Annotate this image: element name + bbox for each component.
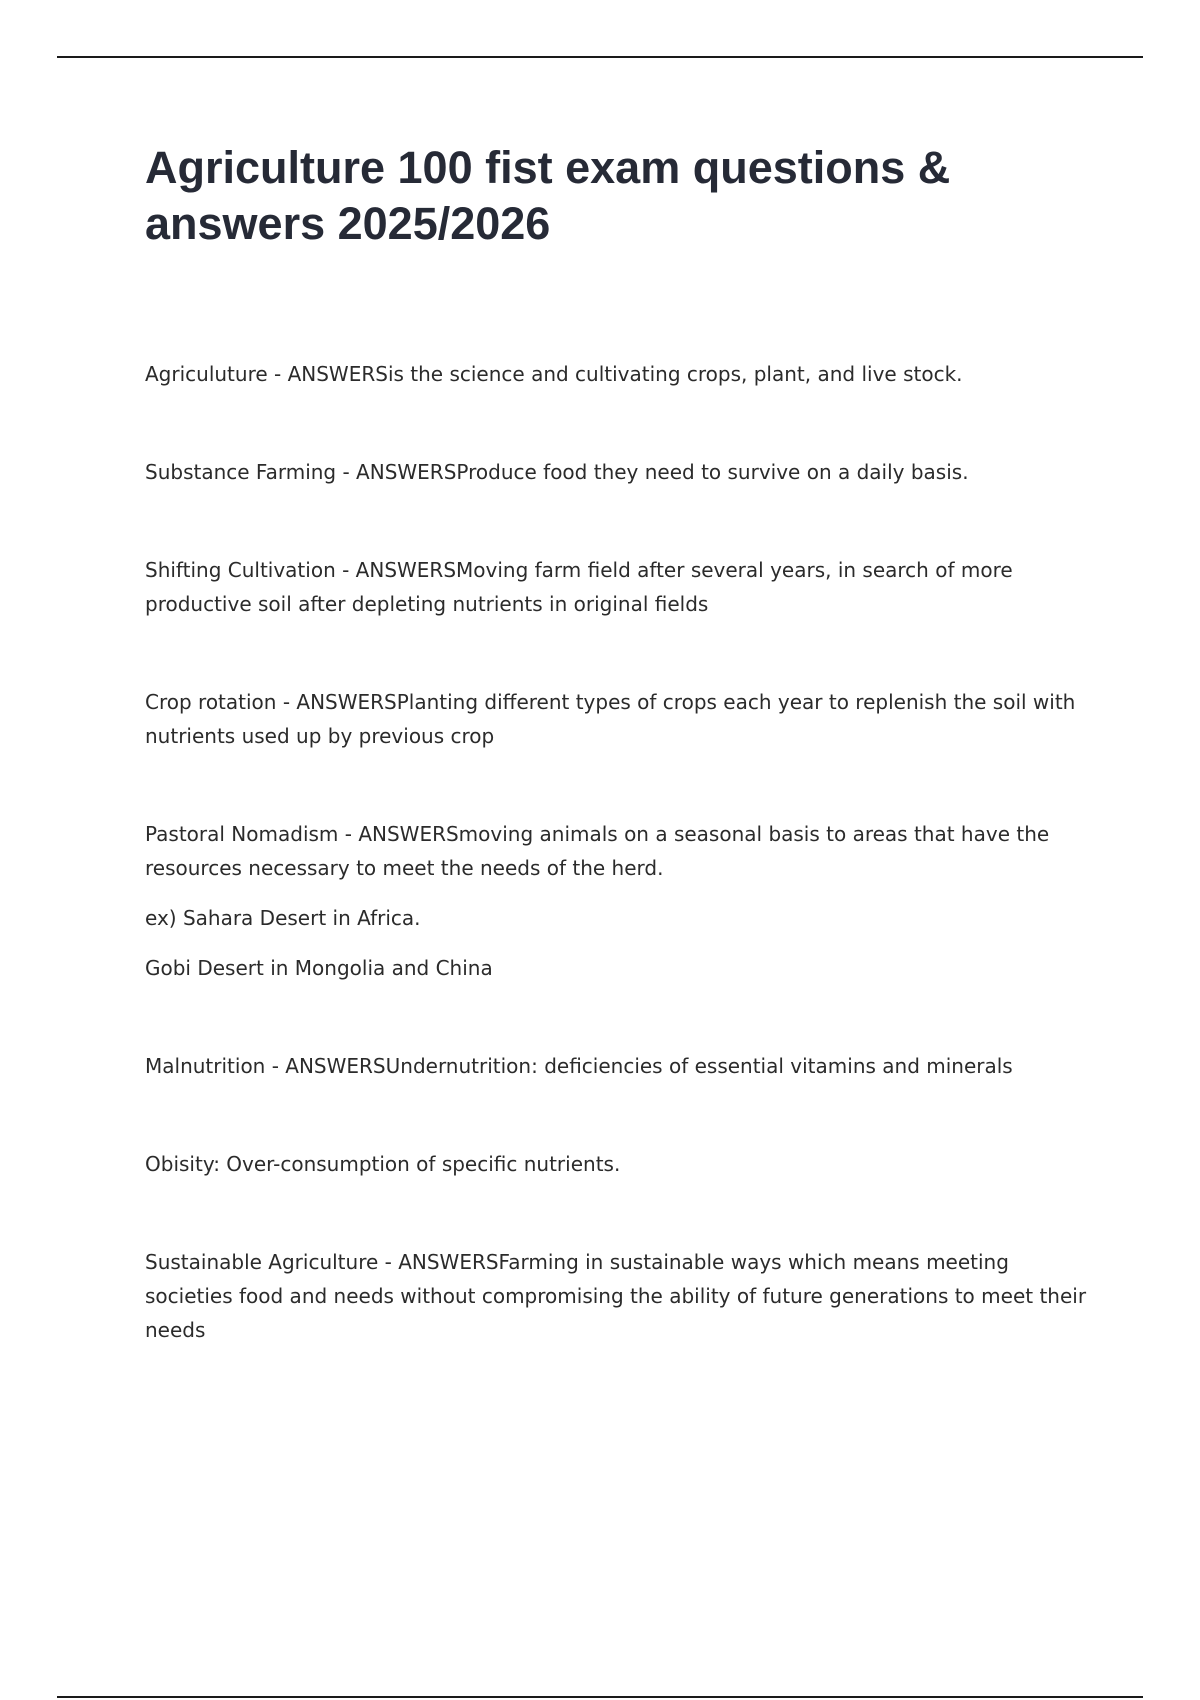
qa-text: Agriculuture - ANSWERSis the science and cultivating crops, plant, and live stock.: [145, 362, 963, 386]
qa-entry-agriculture: [145, 357, 1095, 391]
qa-example: Gobi Desert in Mongolia and China: [145, 956, 493, 980]
bottom-divider: [57, 1696, 1143, 1698]
qa-entry-shifting-cultivation: [145, 553, 1095, 621]
document-body: [145, 140, 1095, 1411]
qa-entry-substance-farming: [145, 455, 1095, 489]
qa-text: Obisity: Over-consumption of specific nutrients.: [145, 1152, 621, 1176]
qa-example: ex) Sahara Desert in Africa.: [145, 906, 421, 930]
qa-list: [145, 357, 1095, 1347]
qa-entry-sustainable-agriculture: [145, 1245, 1095, 1347]
qa-text: Sustainable Agriculture - ANSWERSFarming in sustainable ways which means meeting societies food and needs without compromising the ability of future generations to meet their needs: [145, 1250, 1087, 1342]
qa-entry-malnutrition: [145, 1049, 1095, 1083]
document-title: Agriculture 100 fist exam questions & answers 2025/2026: [145, 142, 951, 249]
qa-text: Shifting Cultivation - ANSWERSMoving farm field after several years, in search of more productive soil after depleting nutrients in original fields: [145, 558, 1013, 616]
qa-text: Malnutrition - ANSWERSUndernutrition: deficiencies of essential vitamins and minerals: [145, 1054, 1013, 1078]
top-divider: [57, 56, 1143, 58]
qa-text: Pastoral Nomadism - ANSWERSmoving animals on a seasonal basis to areas that have the resources necessary to meet the needs of the herd.: [145, 822, 1050, 880]
qa-text: Crop rotation - ANSWERSPlanting different types of crops each year to replenish the soil with nutrients used up by previous crop: [145, 690, 1076, 748]
qa-text: Substance Farming - ANSWERSProduce food they need to survive on a daily basis.: [145, 460, 969, 484]
qa-entry-pastoral-nomadism: [145, 817, 1095, 985]
qa-entry-crop-rotation: [145, 685, 1095, 753]
qa-entry-obesity: [145, 1147, 1095, 1181]
